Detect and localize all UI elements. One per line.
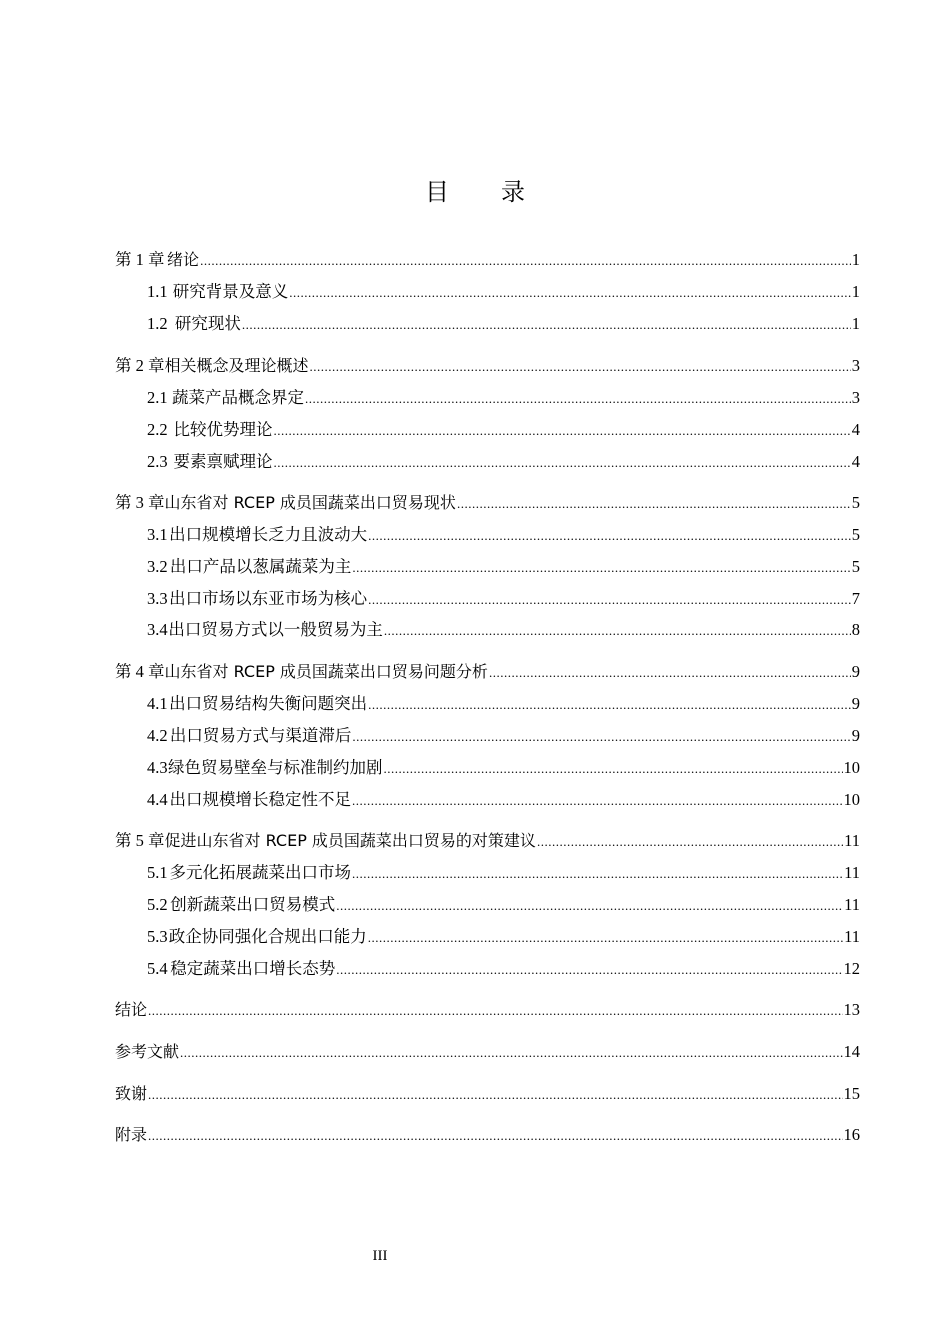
toc-entry-page: 11 xyxy=(844,831,860,850)
toc-entry-page: 3 xyxy=(851,356,860,375)
toc-entry[interactable] xyxy=(115,280,860,304)
toc-entry-number: 4.4 xyxy=(147,790,168,809)
toc-entry-title: 山东省对 RCEP 成员国蔬菜出口贸易现状 xyxy=(164,493,456,512)
toc-dot-leader xyxy=(180,1041,842,1065)
toc-entry-title: 蔬菜产品概念界定 xyxy=(172,388,305,407)
toc-entry-number: 第 1 章 xyxy=(115,250,165,269)
toc-dot-leader xyxy=(305,387,851,411)
toc-entry[interactable] xyxy=(115,756,860,780)
toc-entry-title: 山东省对 RCEP 成员国蔬菜出口贸易问题分析 xyxy=(164,662,488,681)
toc-dot-leader xyxy=(148,1083,842,1107)
toc-entry[interactable] xyxy=(115,386,860,410)
toc-entry-title: 出口规模增长稳定性不足 xyxy=(169,790,351,809)
toc-entry-title: 出口贸易方式以一般贸易为主 xyxy=(168,620,383,639)
toc-entry[interactable] xyxy=(115,523,860,547)
toc-entry-title: 附录 xyxy=(115,1125,148,1144)
page-title xyxy=(0,176,950,210)
toc-entry-number: 5.4 xyxy=(147,959,168,978)
toc-entry-title: 创新蔬菜出口贸易模式 xyxy=(170,895,336,914)
toc-dot-leader xyxy=(352,725,850,749)
toc-dot-leader xyxy=(368,524,851,548)
toc-dot-leader xyxy=(352,789,843,813)
toc-entry-page: 10 xyxy=(843,758,860,777)
toc-entry[interactable] xyxy=(115,312,860,336)
toc-entry[interactable] xyxy=(115,861,860,885)
toc-entry-number: 2.1 xyxy=(147,388,168,407)
title-char-2: 录 xyxy=(501,180,525,206)
toc-dot-leader xyxy=(273,451,850,475)
toc-entry[interactable] xyxy=(115,724,860,748)
toc-entry-page: 11 xyxy=(844,895,860,914)
toc-entry-page: 5 xyxy=(851,557,860,576)
toc-entry-title: 要素禀赋理论 xyxy=(173,452,273,471)
toc-entry[interactable] xyxy=(115,829,860,853)
toc-dot-leader xyxy=(457,492,851,516)
toc-entry-number: 3.4 xyxy=(147,620,168,639)
toc-entry-page: 9 xyxy=(851,662,860,681)
toc-entry-number: 3.2 xyxy=(147,557,168,576)
toc-entry-page: 12 xyxy=(843,959,860,978)
toc-entry[interactable] xyxy=(115,1040,860,1064)
toc-entry-page: 5 xyxy=(851,493,860,512)
toc-entry-number: 5.3 xyxy=(147,927,168,946)
toc-entry-title: 相关概念及理论概述 xyxy=(164,356,309,375)
toc-entry-title: 绪论 xyxy=(167,250,200,269)
toc-dot-leader xyxy=(336,958,842,982)
toc-entry-title: 政企协同强化合规出口能力 xyxy=(168,927,367,946)
toc-entry[interactable] xyxy=(115,957,860,981)
toc-dot-leader xyxy=(352,862,843,886)
toc-entry-page: 9 xyxy=(851,694,860,713)
toc-dot-leader xyxy=(273,419,850,443)
toc-dot-leader xyxy=(368,588,851,612)
toc-entry[interactable] xyxy=(115,998,860,1022)
toc-dot-leader xyxy=(242,313,851,337)
toc-entry-number: 第 2 章 xyxy=(115,356,165,375)
toc-entry-title: 出口贸易方式与渠道滞后 xyxy=(169,726,352,745)
toc-dot-leader xyxy=(310,355,851,379)
toc-entry-page: 9 xyxy=(851,726,860,745)
toc-entry-page: 1 xyxy=(851,314,860,333)
toc-entry-title: 绿色贸易壁垒与标准制约加剧 xyxy=(168,758,383,777)
toc-dot-leader xyxy=(148,1124,842,1148)
toc-entry-title: 研究现状 xyxy=(174,314,241,333)
toc-entry-page: 4 xyxy=(851,420,860,439)
toc-entry-number: 第 5 章 xyxy=(115,831,165,850)
toc-entry[interactable] xyxy=(115,354,860,378)
toc-entry-page: 7 xyxy=(851,589,860,608)
toc-entry-number: 4.3 xyxy=(147,758,168,777)
footer-page-number: III xyxy=(372,1248,388,1264)
toc-entry-title: 促进山东省对 RCEP 成员国蔬菜出口贸易的对策建议 xyxy=(164,831,536,850)
toc-entry-number: 4.2 xyxy=(147,726,168,745)
toc-entry-page: 13 xyxy=(843,1000,860,1019)
toc-entry-title: 出口市场以东亚市场为核心 xyxy=(169,589,368,608)
toc-dot-leader xyxy=(489,661,851,685)
toc-entry-page: 15 xyxy=(843,1084,860,1103)
toc-entry[interactable] xyxy=(115,555,860,579)
toc-entry[interactable] xyxy=(115,618,860,642)
toc-entry-number: 2.2 xyxy=(147,420,168,439)
toc-entry-title: 出口产品以葱属蔬菜为主 xyxy=(169,557,352,576)
toc-entry-title: 多元化拓展蔬菜出口市场 xyxy=(169,863,352,882)
toc-entry-number: 2.3 xyxy=(147,452,168,471)
toc-dot-leader xyxy=(384,619,851,643)
toc-entry-page: 1 xyxy=(851,250,860,269)
toc-entry-number: 3.3 xyxy=(147,589,168,608)
toc-dot-leader xyxy=(368,693,851,717)
toc-entry-title: 参考文献 xyxy=(115,1042,180,1061)
toc-dot-leader xyxy=(384,757,843,781)
toc-entry-number: 3.1 xyxy=(147,525,168,544)
toc-entry-title: 致谢 xyxy=(115,1084,148,1103)
toc-entry-page: 11 xyxy=(844,927,860,946)
toc-entry[interactable] xyxy=(115,418,860,442)
toc-entry[interactable] xyxy=(115,248,860,272)
toc-entry-number: 第 4 章 xyxy=(115,662,165,681)
toc-entry-title: 研究背景及意义 xyxy=(172,282,289,301)
toc-entry-page: 4 xyxy=(851,452,860,471)
toc-entry[interactable] xyxy=(115,1082,860,1106)
toc-entry-number: 5.2 xyxy=(147,895,168,914)
toc-entry-page: 16 xyxy=(843,1125,860,1144)
toc-entry-page: 1 xyxy=(851,282,860,301)
toc-dot-leader xyxy=(148,999,842,1023)
toc-entry[interactable] xyxy=(115,925,860,949)
toc-entry-title: 出口贸易结构失衡问题突出 xyxy=(169,694,368,713)
toc-entry-number: 4.1 xyxy=(147,694,168,713)
toc-entry-number: 第 3 章 xyxy=(115,493,165,512)
toc-entry[interactable] xyxy=(115,692,860,716)
toc-entry[interactable] xyxy=(115,660,860,684)
toc-entry-title: 出口规模增长乏力且波动大 xyxy=(169,525,368,544)
toc-entry-number: 1.1 xyxy=(147,282,168,301)
toc-dot-leader xyxy=(200,249,851,273)
toc-dot-leader xyxy=(368,926,843,950)
toc-entry-number: 1.2 xyxy=(147,314,168,333)
title-char-1: 目 xyxy=(425,180,449,206)
toc-entry[interactable] xyxy=(115,1123,860,1147)
toc-entry-title: 结论 xyxy=(115,1000,148,1019)
toc-entry[interactable] xyxy=(115,788,860,812)
toc-dot-leader xyxy=(336,894,843,918)
toc-entry-page: 10 xyxy=(843,790,860,809)
toc-entry[interactable] xyxy=(115,893,860,917)
toc-entry[interactable] xyxy=(115,587,860,611)
toc-entry-number: 5.1 xyxy=(147,863,168,882)
toc-entry-title: 比较优势理论 xyxy=(173,420,273,439)
toc-dot-leader xyxy=(537,830,843,854)
toc-dot-leader xyxy=(289,281,851,305)
toc-entry[interactable] xyxy=(115,491,860,515)
toc-dot-leader xyxy=(352,556,850,580)
toc-entry-title: 稳定蔬菜出口增长态势 xyxy=(170,959,336,978)
toc-entry-page: 14 xyxy=(843,1042,860,1061)
toc-entry-page: 11 xyxy=(844,863,860,882)
toc-entry-page: 3 xyxy=(851,388,860,407)
toc-entry-page: 5 xyxy=(851,525,860,544)
toc-entry-page: 8 xyxy=(851,620,860,639)
toc-entry[interactable] xyxy=(115,450,860,474)
